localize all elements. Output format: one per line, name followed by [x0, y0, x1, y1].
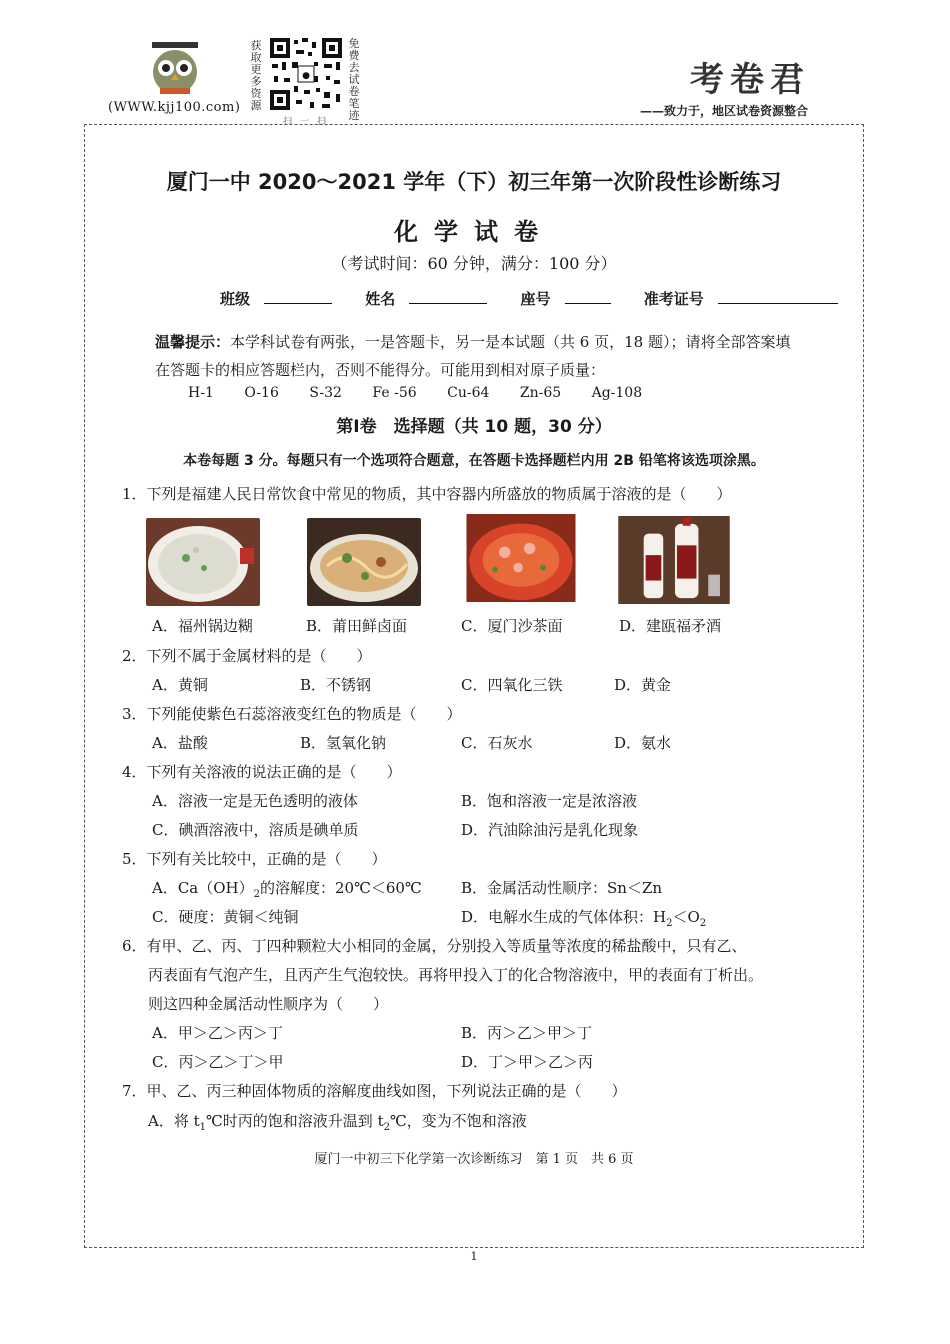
slogan: ——致力于，地区试卷资源整合 — [640, 104, 809, 118]
svg-text:●: ● — [302, 71, 310, 81]
question-2-stem: 2．下列不属于金属材料的是（ ） — [122, 647, 372, 665]
field-class: 班级 — [220, 290, 346, 308]
q5-option-d[interactable]: D．电解水生成的气体体积：$H_2<O_2$ — [461, 908, 707, 929]
student-fields — [220, 288, 866, 309]
q2-option-c[interactable]: C．四氧化三铁 — [461, 676, 563, 694]
satay-noodles-image — [464, 514, 578, 602]
section-title: 第Ⅰ卷 选择题（共 10 题，30 分） — [336, 417, 612, 437]
jianou-liquor-image — [617, 516, 731, 604]
q6-option-a[interactable]: A．甲＞乙＞丙＞丁 — [152, 1024, 283, 1042]
field-ticket: 准考证号 — [644, 290, 852, 308]
ticket-blank[interactable] — [718, 289, 838, 304]
class-blank[interactable] — [264, 289, 332, 304]
section-instruction: 本卷每题 3 分。每题只有一个选项符合题意，在答题卡选择题栏内用 2B 铅笔将该选项涂黑。 — [183, 453, 765, 469]
question-6-line-2: 丙表面有气泡产生，且丙产生气泡较快。再将甲投入丁的化合物溶液中，甲的表面有丁析出。 — [148, 966, 764, 984]
qr-code-icon[interactable] — [268, 36, 344, 112]
q2-option-a[interactable]: A．黄铜 — [152, 676, 208, 694]
q3-option-a[interactable]: A．盐酸 — [152, 734, 208, 752]
brand-logo: 考卷君 — [690, 60, 810, 100]
page-number: 1 — [470, 1250, 478, 1263]
exam-tip: 温馨提示：本学科试卷有两张，一是答题卡，另一是本试题（共 6 页，18 题）；请将全部答案填在答题卡的相应答题栏内，否则不能得分。可能用到相对原子质量： — [155, 333, 791, 379]
q1-option-a[interactable]: A．福州锅边糊 — [152, 617, 253, 635]
q6-option-b[interactable]: B．丙＞乙＞甲＞丁 — [461, 1024, 593, 1042]
q1-option-c[interactable]: C．厦门沙茶面 — [461, 617, 563, 635]
q3-option-c[interactable]: C．石灰水 — [461, 734, 533, 752]
question-1-stem: 1．下列是福建人民日常饮食中常见的物质，其中容器内所盛放的物质属于溶液的是（ ） — [122, 485, 732, 503]
seat-blank[interactable] — [565, 289, 611, 304]
q4-option-a[interactable]: A．溶液一定是无色透明的液体 — [152, 792, 358, 810]
question-6-line-3: 则这四种金属活动性顺序为（ ） — [148, 995, 389, 1013]
q2-option-d[interactable]: D．黄金 — [614, 676, 672, 694]
question-5-stem: 5．下列有关比较中，正确的是（ ） — [122, 850, 387, 868]
q1-option-b[interactable]: B．莆田鲜卤面 — [306, 617, 408, 635]
vertical-caption-right: 免费去试卷笔迹 — [348, 37, 360, 122]
q2-option-b[interactable]: B．不锈钢 — [300, 676, 372, 694]
question-6-line-1: 6．有甲、乙、丙、丁四种颗粒大小相同的金属，分别投入等质量等浓度的稀盐酸中，只有乙、 — [122, 937, 747, 955]
question-7-stem: 7．甲、乙、丙三种固体物质的溶解度曲线如图，下列说法正确的是（ ） — [122, 1082, 627, 1100]
q5-option-b[interactable]: B．金属活动性顺序：Sn＜Zn — [461, 879, 663, 897]
subject-title: 化学试卷 — [394, 218, 554, 246]
putian-noodles-image — [307, 518, 421, 606]
scan-label: 扫一扫 — [283, 117, 335, 127]
page-footer: 厦门一中初三下化学第一次诊断练习 第 1 页 共 6 页 — [314, 1152, 634, 1167]
field-name: 姓名 — [365, 290, 501, 308]
q6-option-c[interactable]: C．丙＞乙＞丁＞甲 — [152, 1053, 284, 1071]
q5-option-a[interactable]: A．$Ca(OH)_2$的溶解度：20℃＜60℃ — [152, 879, 422, 900]
q1-option-d[interactable]: D．建瓯福矛酒 — [619, 617, 722, 635]
rice-paste-soup-image — [146, 518, 260, 606]
q5-option-c[interactable]: C．硬度：黄铜＜纯铜 — [152, 908, 299, 926]
q7-option-a[interactable]: A．将 $t_1℃$时丙的饱和溶液升温到 $t_2℃$，变为不饱和溶液 — [148, 1112, 527, 1133]
q3-option-b[interactable]: B．氢氧化钠 — [300, 734, 387, 752]
q4-option-c[interactable]: C．碘酒溶液中，溶质是碘单质 — [152, 821, 359, 839]
q4-option-b[interactable]: B．饱和溶液一定是浓溶液 — [461, 792, 638, 810]
q4-option-d[interactable]: D．汽油除油污是乳化现象 — [461, 821, 639, 839]
question-4-stem: 4．下列有关溶液的说法正确的是（ ） — [122, 763, 402, 781]
question-3-stem: 3．下列能使紫色石蕊溶液变红色的物质是（ ） — [122, 705, 462, 723]
exam-title: 厦门一中 2020～2021 学年（下）初三年第一次阶段性诊断练习 — [166, 170, 782, 194]
field-seat: 座号 — [521, 290, 625, 308]
owl-logo-icon — [146, 40, 204, 98]
q6-option-d[interactable]: D．丁＞甲＞乙＞丙 — [461, 1053, 594, 1071]
name-blank[interactable] — [409, 289, 487, 304]
q3-option-d[interactable]: D．氨水 — [614, 734, 672, 752]
atomic-masses: H-1 O-16 S-32 Fe -56 Cu-64 Zn-65 Ag-108 — [188, 385, 643, 401]
site-url[interactable]: (WWW.kjj100.com) — [108, 100, 241, 115]
vertical-caption-left: 获取更多资源 — [250, 39, 262, 112]
exam-info: （考试时间：60 分钟，满分：100 分） — [331, 254, 617, 273]
